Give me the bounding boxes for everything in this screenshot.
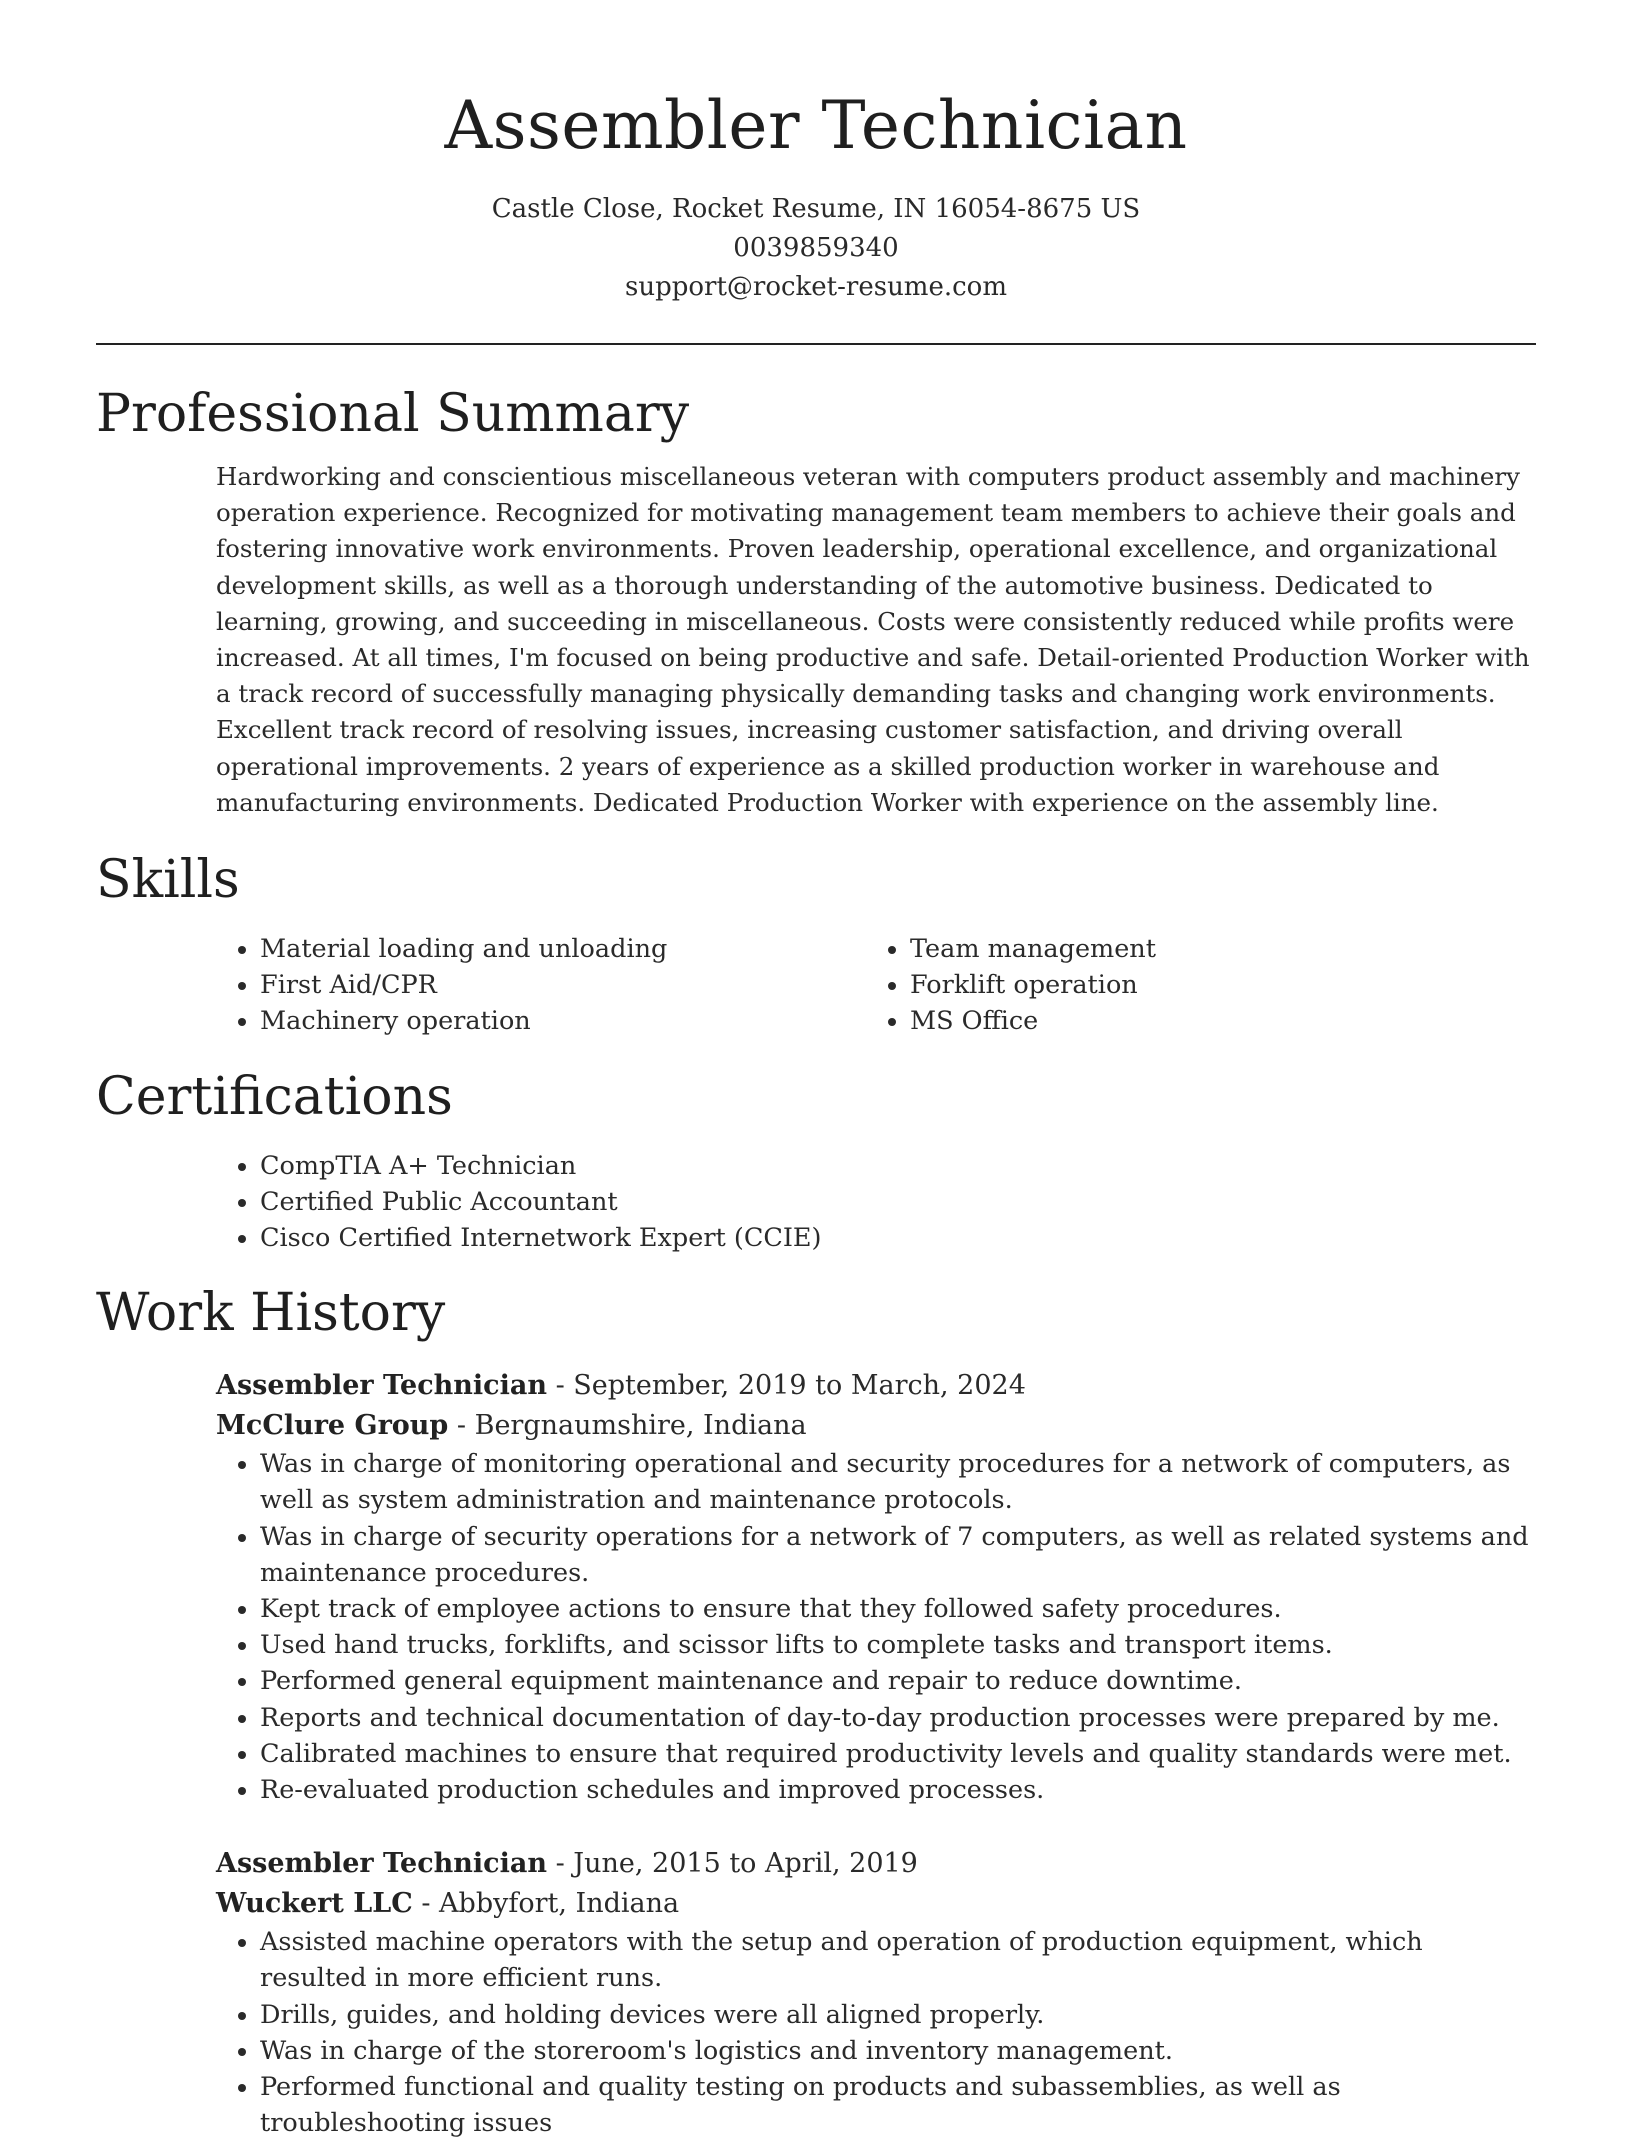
job-bullet: • Used hand trucks, forklifts, and scissor lifts to complete tasks and transport items.: [260, 1627, 1536, 1663]
certification-item: • CompTIA A+ Technician: [260, 1148, 1536, 1184]
job-company: Wuckert LLC: [216, 1888, 413, 1920]
skill-item: • First Aid/CPR: [260, 967, 866, 1003]
job-bullet: • Performed functional and quality testing on products and subassemblies, as well as troubleshooting issues: [260, 2069, 1536, 2141]
skill-item: • Material loading and unloading: [260, 931, 866, 967]
job-company-line: [216, 1884, 1536, 1924]
summary-text: Hardworking and conscientious miscellaneous veteran with computers product assembly and machinery operation experience. Recognized for motivating management team members to achieve their goals and fostering innovative work environments. Proven leadership, operational excellence, and organizational development skills, as well as a thorough understanding of the automotive business. Dedicated to learning, growing, and succeeding in miscellaneous. Costs were consistently reduced while profits were increased. At all times, I'm focused on being productive and safe. Detail-oriented Production Worker with a track record of successfully managing physically demanding tasks and changing work environments. Excellent track record of resolving issues, increasing customer satisfaction, and driving overall operational improvements. 2 years of experience as a skilled production worker in warehouse and manufacturing environments. Dedicated Production Worker with experience on the assembly line.: [216, 462, 1530, 817]
job-bullet: • Calibrated machines to ensure that required productivity levels and quality standards were met.: [260, 1736, 1536, 1772]
job-bullet: • Re-evaluated production schedules and improved processes.: [260, 1772, 1536, 1808]
candidate-name: Assembler Technician: [444, 87, 1188, 164]
job-company-line: [216, 1406, 1536, 1446]
skill-item: • Forklift operation: [910, 967, 1516, 1003]
job-entry: [216, 1366, 1536, 1808]
job-bullet: • Kept track of employee actions to ensure that they followed safety procedures.: [260, 1591, 1536, 1627]
job-bullet: • Reports and technical documentation of day-to-day production processes were prepared by me.: [260, 1700, 1536, 1736]
skills-column-right: [866, 931, 1516, 1040]
skills-heading: Skills: [96, 850, 240, 911]
job-title: Assembler Technician: [216, 1370, 547, 1402]
skill-item: • Machinery operation: [260, 1003, 866, 1039]
certification-item: • Certified Public Accountant: [260, 1184, 1536, 1220]
job-bullets: [216, 1924, 1536, 2141]
job-dates: - June, 2015 to April, 2019: [547, 1848, 918, 1880]
contact-address: Castle Close, Rocket Resume, IN 16054-8675 US: [491, 194, 1141, 224]
job-location: - Abbyfort, Indiana: [412, 1888, 680, 1920]
job-entry: [216, 1844, 1536, 2141]
job-bullet: • Drills, guides, and holding devices were all aligned properly.: [260, 1997, 1536, 2033]
job-bullet: • Was in charge of monitoring operational and security procedures for a network of computers, as well as system administration and maintenance protocols.: [260, 1446, 1536, 1518]
job-location: - Bergnaumshire, Indiana: [448, 1410, 807, 1442]
skill-item: • Team management: [910, 931, 1516, 967]
job-bullet: • Assisted machine operators with the setup and operation of production equipment, which resulted in more efficient runs.: [260, 1924, 1536, 1996]
contact-phone: 0039859340: [733, 233, 899, 263]
header-divider: [96, 343, 1536, 345]
job-title-line: [216, 1844, 1536, 1884]
contact-block: [96, 190, 1536, 307]
resume-page: [96, 0, 1536, 2142]
job-title-line: [216, 1366, 1536, 1406]
certifications-bullets: [216, 1148, 1536, 1257]
job-bullet: • Was in charge of the storeroom's logistics and inventory management.: [260, 2033, 1536, 2069]
job-bullet: • Was in charge of security operations for a network of 7 computers, as well as related systems and maintenance procedures.: [260, 1519, 1536, 1591]
skills-grid: [216, 931, 1536, 1040]
certification-item: • Cisco Certified Internetwork Expert (CCIE): [260, 1220, 1536, 1256]
contact-email: support@rocket-resume.com: [624, 272, 1007, 302]
certifications-list: [216, 1148, 1536, 1257]
job-bullet: • Performed general equipment maintenance and repair to reduce downtime.: [260, 1663, 1536, 1699]
job-dates: - September, 2019 to March, 2024: [547, 1370, 1026, 1402]
certifications-heading: Certifications: [96, 1066, 453, 1127]
skills-column-left: [216, 931, 866, 1040]
skill-item: • MS Office: [910, 1003, 1516, 1039]
job-company: McClure Group: [216, 1410, 449, 1442]
job-title: Assembler Technician: [216, 1848, 547, 1880]
work-history-heading: Work History: [96, 1283, 446, 1344]
job-bullets: [216, 1446, 1536, 1808]
summary-heading: Professional Summary: [96, 384, 690, 444]
